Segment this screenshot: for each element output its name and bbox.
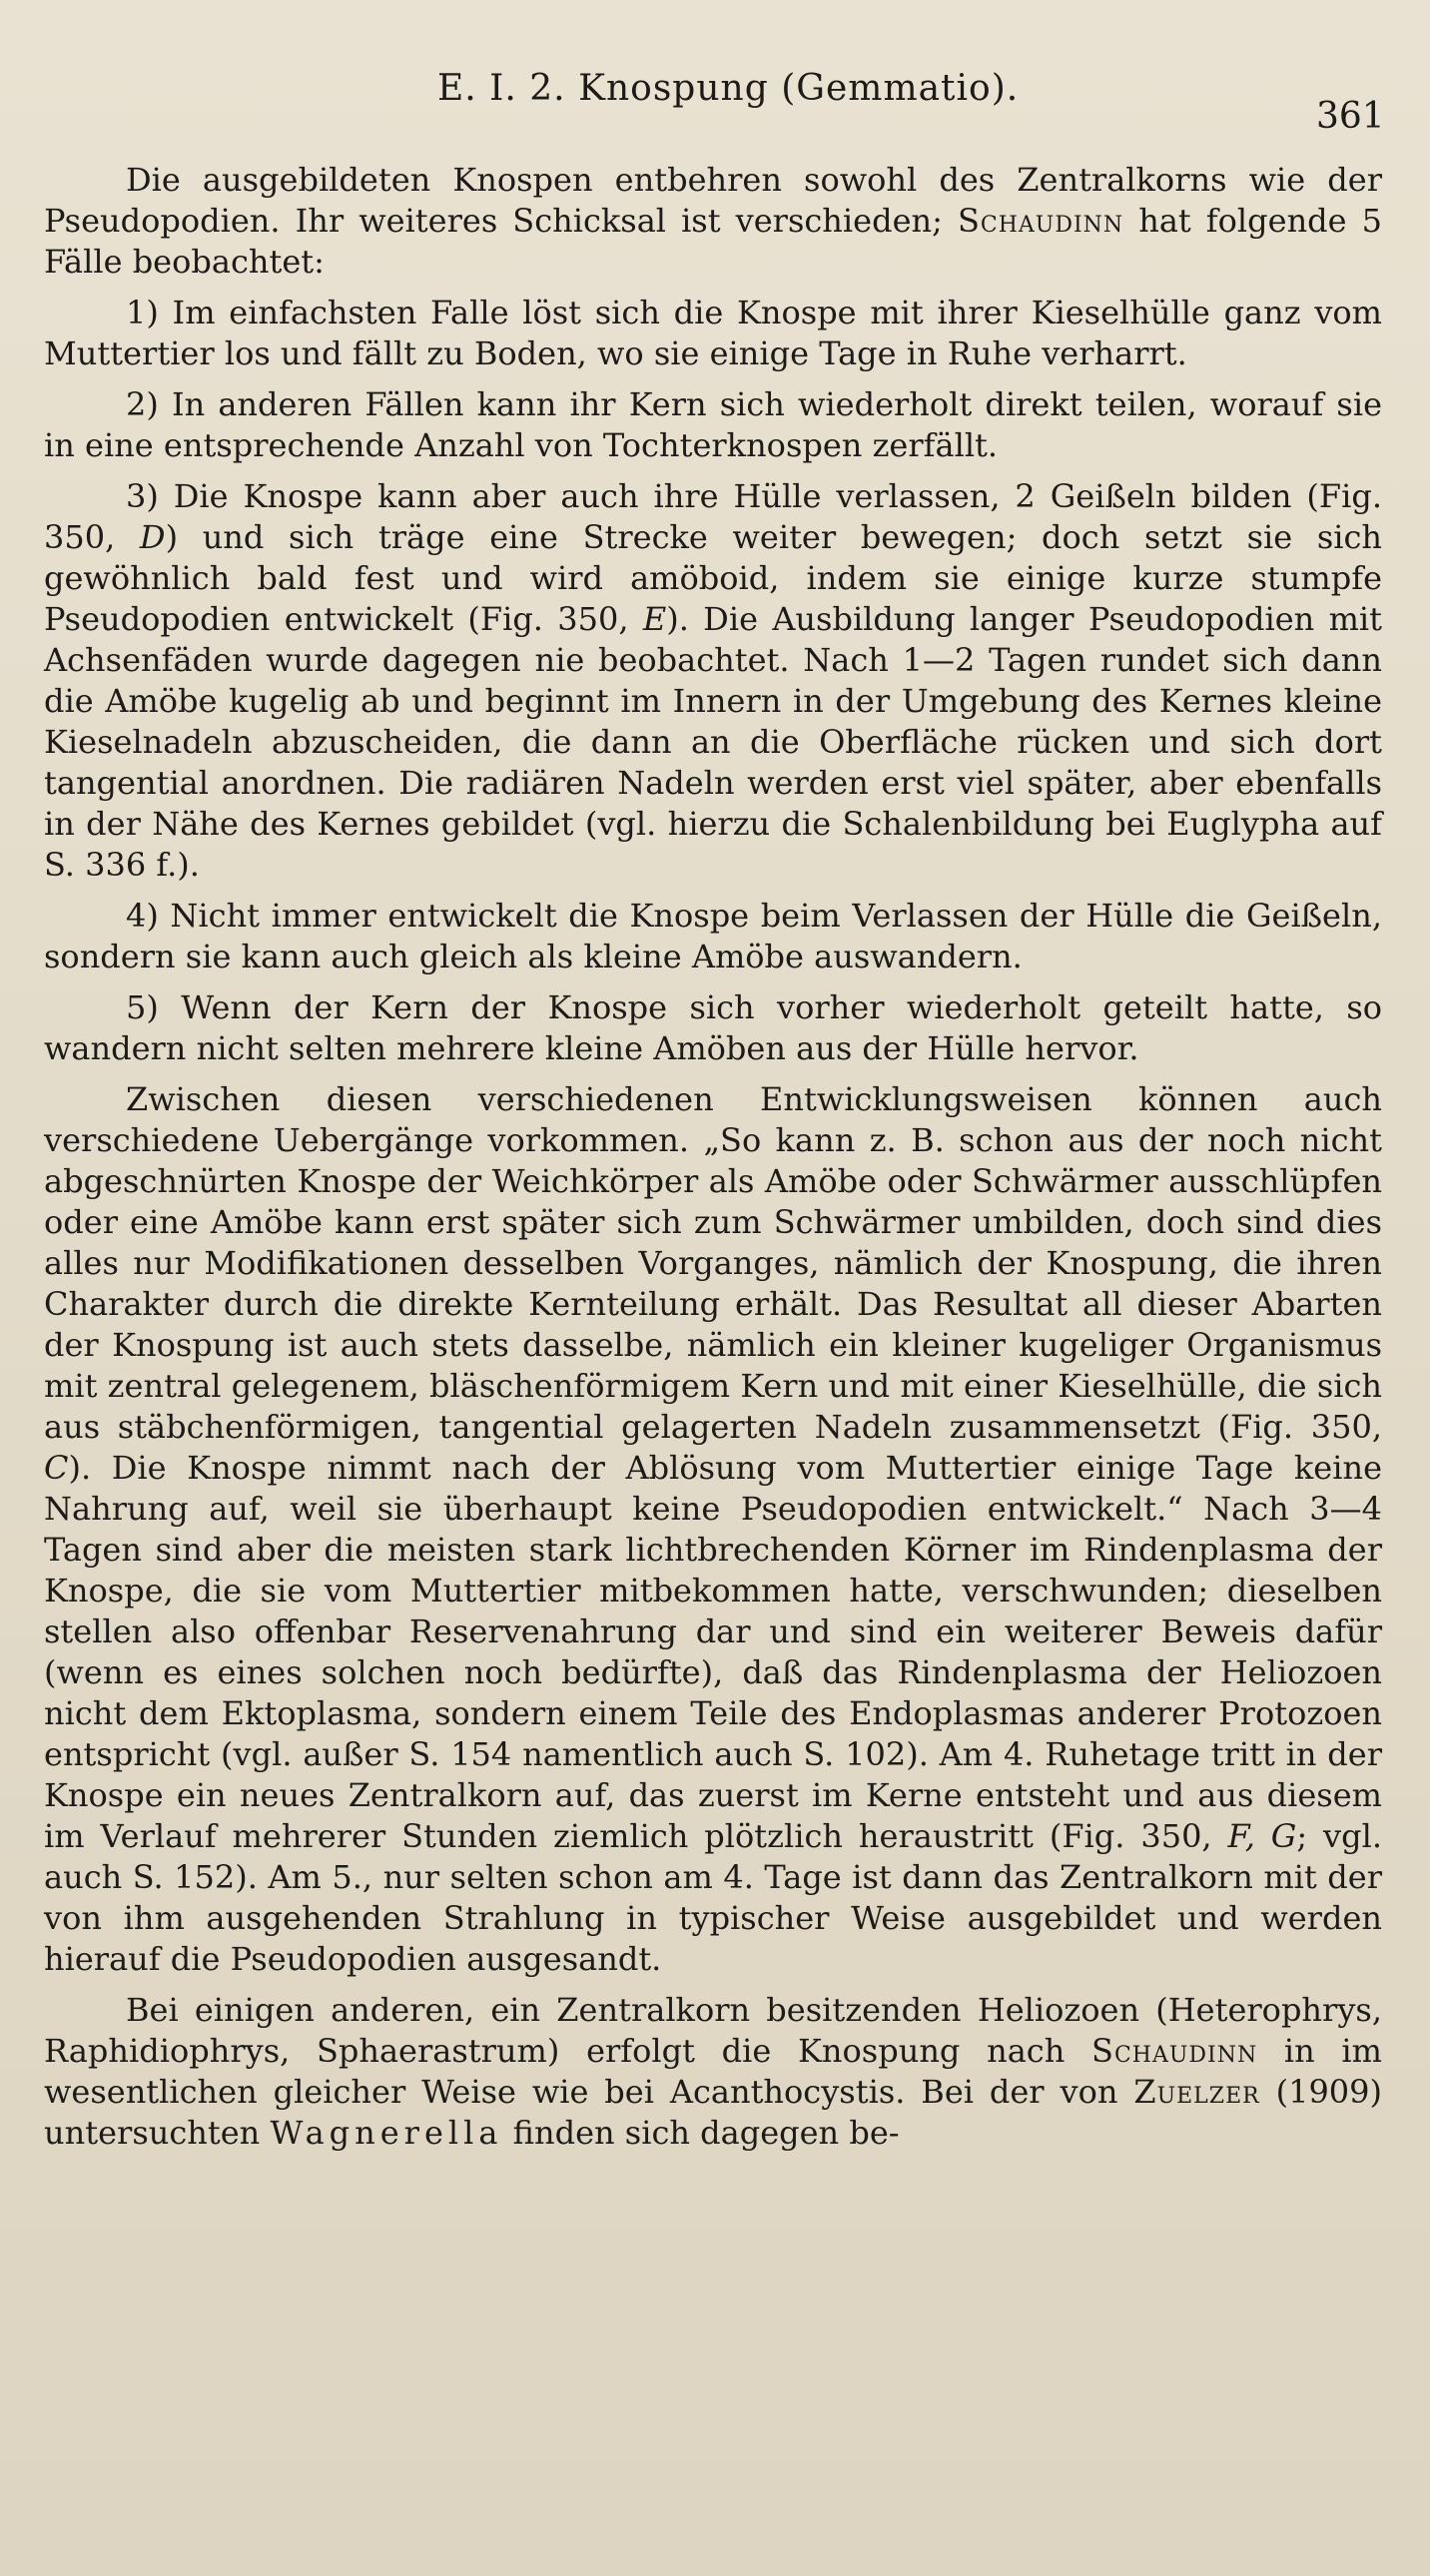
paragraph-case-3: 3) Die Knospe kann aber auch ihre Hülle verlassen, 2 Geißeln bilden (Fig. 350, D) und sich träge eine Strecke weiter bewegen; doch setzt sie sich gewöhnlich bald fest und wird amöboid, indem sie einige kurze stumpfe Pseudopodien entwickelt (Fig. 350, E). Die Ausbildung langer Pseudopodien mit Achsenfäden wurde dagegen nie beobachtet. Nach 1—2 Tagen rundet sich dann die Amöbe kugelig ab und beginnt im Innern in der Umgebung des Kernes kleine Kieselnadeln abzuscheiden, die dann an die Oberfläche rücken und sich dort tangential anordnen. Die radiären Nadeln werden erst viel später, aber ebenfalls in der Nähe des Kernes gebildet (vgl. hierzu die Schalenbildung bei Euglypha auf S. 336 f.). [44,477,1383,884]
body-text [44,160,1382,2164]
genus-name: Wagnerella [270,2114,503,2152]
running-title: E. I. 2. Knospung (Gemmatio). [437,68,1020,109]
paragraph-case-2: 2) In anderen Fällen kann ihr Kern sich wiederholt direkt teilen, worauf sie in eine entsprechende Anzahl von Tochterknospen zerfällt. [44,385,1382,464]
figure-ref-c: C [44,1449,69,1487]
paragraph-case-5: 5) Wenn der Kern der Knospe sich vorher wiederholt geteilt hatte, so wandern nicht selten mehrere kleine Amöben aus der Hülle hervor. [44,988,1382,1067]
author-name: Schaudinn [1091,2032,1258,2070]
paragraph-transitions: Zwischen diesen verschiedenen Entwicklungsweisen können auch verschiedene Uebergänge vorkommen. „So kann z. B. schon aus der noch nicht abgeschnürten Knospe der Weichkörper als Amöbe oder Schwärmer ausschlüpfen oder eine Amöbe kann erst später sich zum Schwärmer umbilden, doch sind dies alles nur Modifikationen desselben Vorganges, nämlich der Knospung, die ihren Charakter durch die direkte Kernteilung erhält. Das Resultat all dieser Abarten der Knospung ist auch stets dasselbe, nämlich ein kleiner kugeliger Organismus mit zentral gelegenem, bläschenförmigem Kern und mit einer Kieselhülle, die sich aus stäbchenförmigen, tangential gelagerten Nadeln zusammensetzt (Fig. 350, C). Die Knospe nimmt nach der Ablösung vom Muttertier einige Tage keine Nahrung auf, weil sie überhaupt keine Pseudopodien entwickelt.“ Nach 3—4 Tagen sind aber die meisten stark lichtbrechenden Körner im Rindenplasma der Knospe, die sie vom Muttertier mitbekommen hatte, verschwunden; dieselben stellen also offenbar Reservenahrung dar und sind ein weiterer Beweis dafür (wenn es eines solchen noch bedürfte), daß das Rindenplasma der Heliozoen nicht dem Ektoplasma, sondern einem Teile des Endoplasmas anderer Protozoen entspricht (vgl. außer S. 154 namentlich auch S. 102). Am 4. Ruhetage tritt in der Knospe ein neues Zentralkorn auf, das zuerst im Kerne entsteht und aus diesem im Verlauf mehrerer Stunden ziemlich plötzlich heraustritt (Fig. 350, F, G; vgl. auch S. 152). Am 5., nur selten schon am 4. Tage ist dann das Zentralkorn mit der von ihm ausgehenden Strahlung in typischer Weise ausgebildet und werden hierauf die Pseudopodien ausgesandt. [44,1080,1383,1978]
author-name: Zuelzer [1133,2073,1260,2111]
paragraph-intro: Die ausgebildeten Knospen entbehren sowohl des Zentralkorns wie der Pseudopodien. Ihr weiteres Schicksal ist verschieden; Schaudinn hat folgende 5 Fälle beobachtet: [44,161,1383,281]
paragraph-case-4: 4) Nicht immer entwickelt die Knospe beim Verlassen der Hülle die Geißeln, sondern sie kann auch gleich als kleine Amöbe auswandern. [44,897,1382,975]
figure-ref-d: D [139,518,166,556]
author-name: Schaudinn [957,202,1124,240]
page-header [0,68,1430,137]
figure-ref-e: E [642,600,667,638]
figure-ref-fg: F, G [1227,1817,1297,1855]
page-number: 361 [1316,96,1385,137]
paragraph-case-1: 1) Im einfachsten Falle löst sich die Knospe mit ihrer Kieselhülle ganz vom Muttertier los und fällt zu Boden, wo sie einige Tage in Ruhe verharrt. [44,294,1382,372]
paragraph-other-heliozoa: Bei einigen anderen, ein Zentralkorn besitzenden Heliozoen (Heterophrys, Raphidiophrys, Sphaerastrum) erfolgt die Knospung nach Schaudinn in im wesentlichen gleicher Weise wie bei Acanthocystis. Bei der von Zuelzer (1909) untersuchten Wagnerella finden sich dagegen be- [44,1991,1383,2152]
